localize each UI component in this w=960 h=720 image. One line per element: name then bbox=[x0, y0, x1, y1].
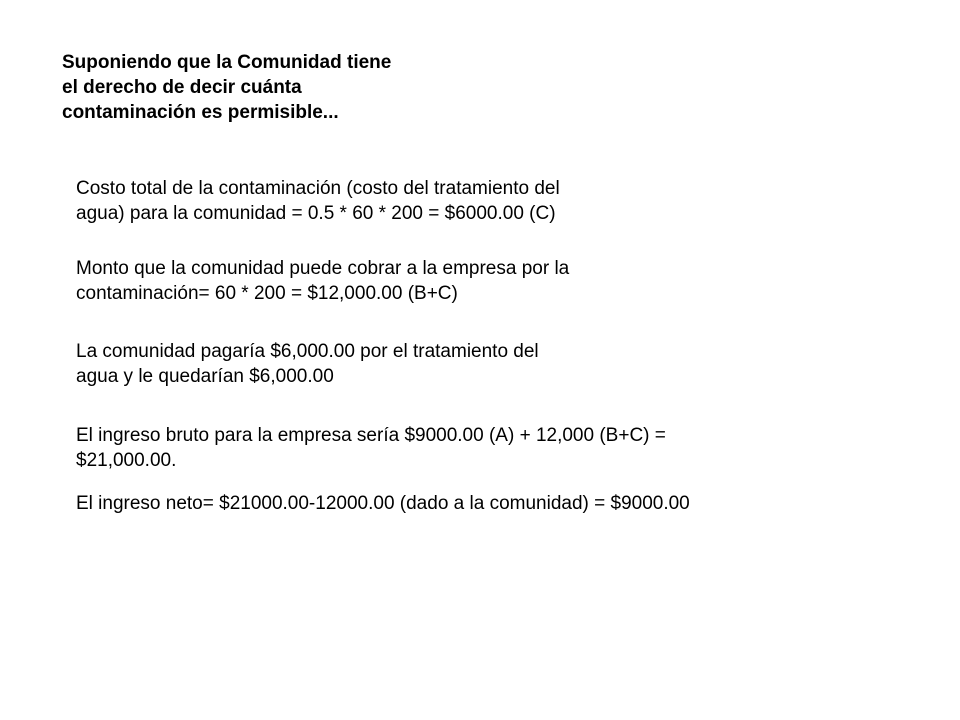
paragraph-community-charge bbox=[76, 256, 936, 306]
paragraph-community-payment bbox=[76, 339, 936, 389]
title-line: el derecho de decir cuánta bbox=[62, 77, 302, 98]
paragraph-line: agua y le quedarían $6,000.00 bbox=[76, 366, 334, 387]
paragraph-line: El ingreso bruto para la empresa sería $9000.00 (A) + 12,000 (B+C) = bbox=[76, 425, 666, 446]
paragraph-pollution-cost bbox=[76, 176, 936, 226]
paragraph-net-income bbox=[76, 491, 936, 516]
paragraph-line: La comunidad pagaría $6,000.00 por el tratamiento del bbox=[76, 341, 539, 362]
paragraph-line: $21,000.00. bbox=[76, 450, 177, 471]
title-line: Suponiendo que la Comunidad tiene bbox=[62, 52, 392, 73]
paragraph-line: Monto que la comunidad puede cobrar a la empresa por la bbox=[76, 258, 570, 279]
paragraph-line: El ingreso neto= $21000.00-12000.00 (dado a la comunidad) = $9000.00 bbox=[76, 493, 690, 514]
paragraph-gross-income bbox=[76, 423, 936, 473]
slide-title bbox=[62, 50, 582, 125]
paragraph-line: Costo total de la contaminación (costo del tratamiento del bbox=[76, 178, 560, 199]
paragraph-line: agua) para la comunidad = 0.5 * 60 * 200 = $6000.00 (C) bbox=[76, 203, 556, 224]
paragraph-line: contaminación= 60 * 200 = $12,000.00 (B+C) bbox=[76, 283, 458, 304]
title-line: contaminación es permisible... bbox=[62, 102, 339, 123]
